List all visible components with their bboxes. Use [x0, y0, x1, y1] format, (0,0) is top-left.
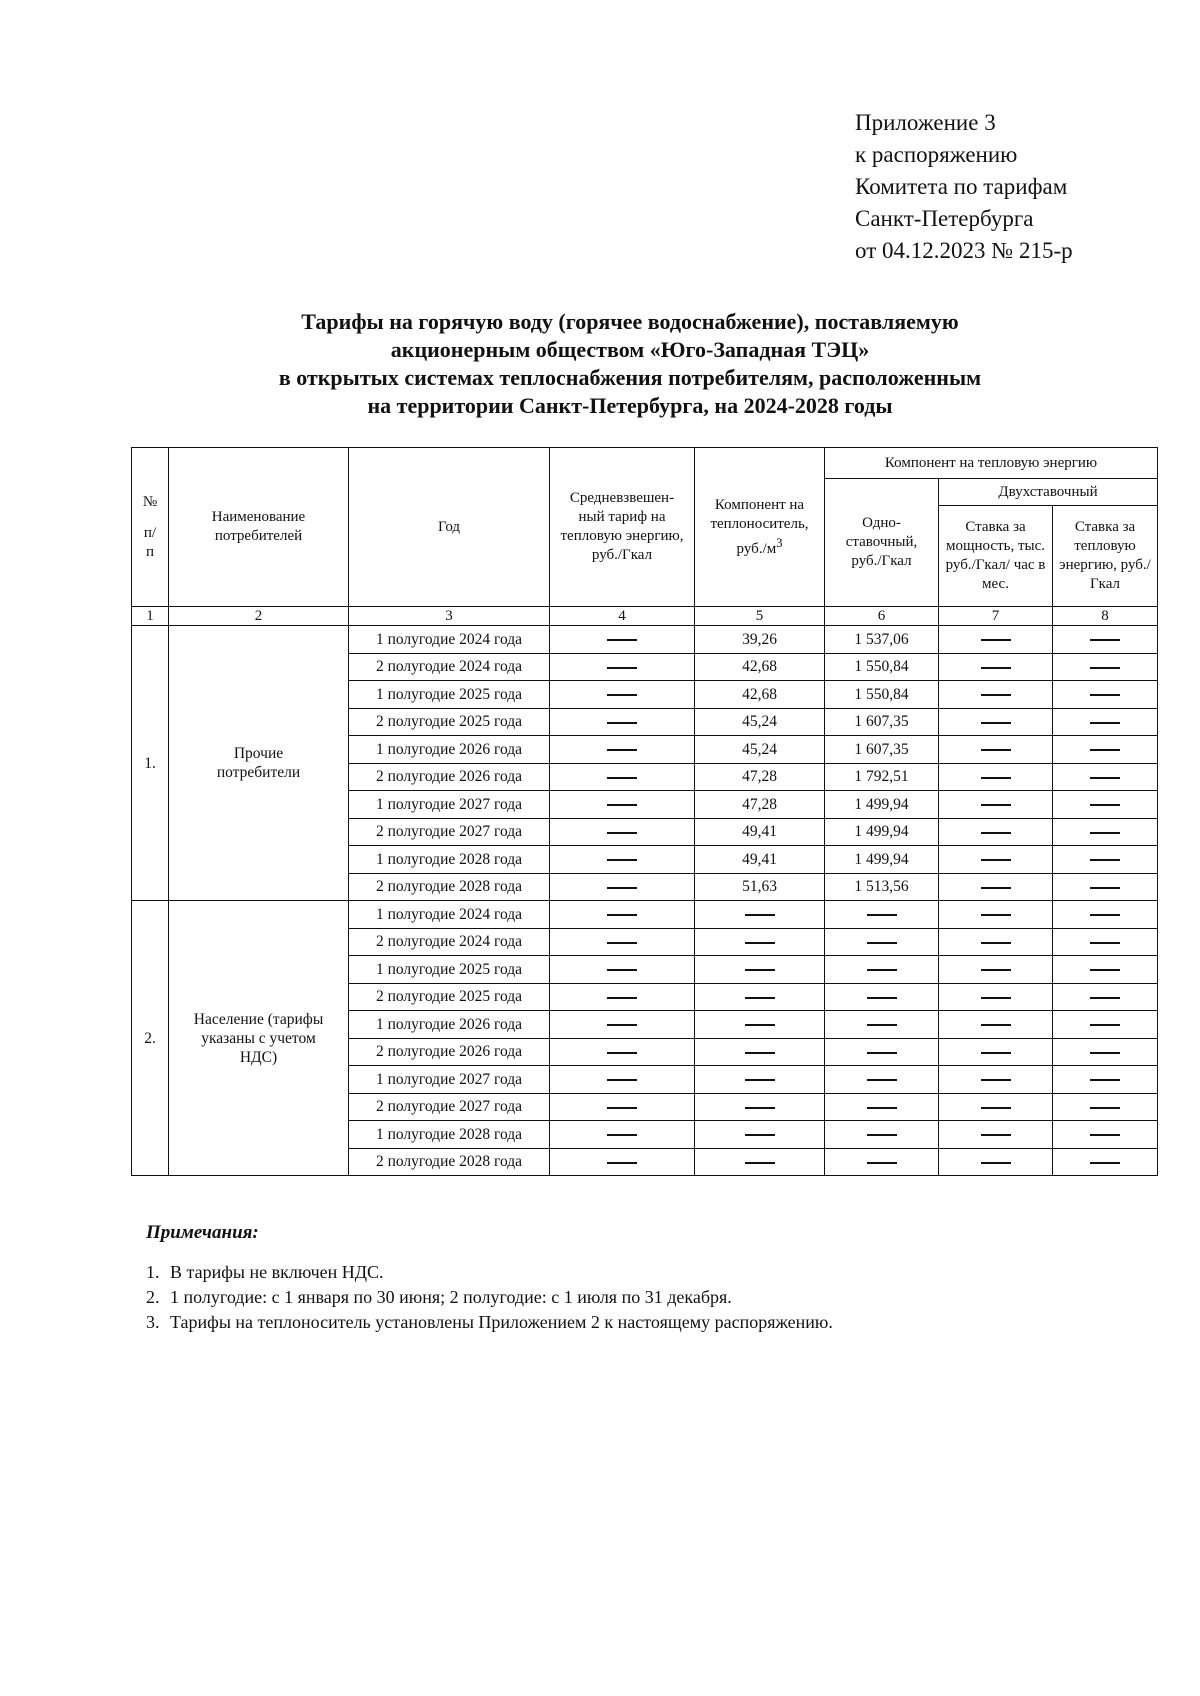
- dash-mark: [745, 942, 775, 944]
- dash-mark: [607, 997, 637, 999]
- empty-value-cell: [695, 1148, 825, 1176]
- empty-value-cell: [1053, 901, 1158, 929]
- empty-value-cell: [939, 956, 1053, 984]
- dash-mark: [981, 914, 1011, 916]
- column-numbers-row: [132, 607, 1158, 626]
- dash-mark: [981, 969, 1011, 971]
- empty-value-cell: [1053, 1038, 1158, 1066]
- dash-mark: [981, 694, 1011, 696]
- coolant-value-cell: 42,68: [695, 681, 825, 709]
- header-avg-tariff: Средневзвешен-ный тариф на тепловую энергию, руб./Гкал: [550, 448, 695, 607]
- empty-value-cell: [1053, 846, 1158, 874]
- column-number: 8: [1053, 607, 1158, 626]
- coolant-value-cell: 51,63: [695, 873, 825, 901]
- dash-mark: [867, 1024, 897, 1026]
- appendix-line: Приложение 3: [855, 110, 996, 135]
- single-value-cell: 1 499,94: [825, 791, 939, 819]
- dash-mark: [981, 859, 1011, 861]
- dash-mark: [607, 777, 637, 779]
- empty-value-cell: [939, 708, 1053, 736]
- period-cell: 2 полугодие 2026 года: [349, 763, 550, 791]
- single-value-cell: 1 499,94: [825, 818, 939, 846]
- dash-mark: [981, 1162, 1011, 1164]
- empty-value-cell: [825, 1121, 939, 1149]
- period-cell: 2 полугодие 2027 года: [349, 1093, 550, 1121]
- appendix-line: Санкт-Петербурга: [855, 206, 1034, 231]
- dash-mark: [981, 942, 1011, 944]
- period-cell: 1 полугодие 2024 года: [349, 901, 550, 929]
- period-cell: 1 полугодие 2026 года: [349, 1011, 550, 1039]
- dash-mark: [1090, 969, 1120, 971]
- dash-mark: [1090, 749, 1120, 751]
- empty-value-cell: [825, 1066, 939, 1094]
- empty-value-cell: [550, 818, 695, 846]
- dash-mark: [607, 722, 637, 724]
- dash-mark: [607, 859, 637, 861]
- period-cell: 1 полугодие 2024 года: [349, 626, 550, 654]
- coolant-value-cell: 45,24: [695, 708, 825, 736]
- dash-mark: [981, 832, 1011, 834]
- period-cell: 1 полугодие 2027 года: [349, 1066, 550, 1094]
- dash-mark: [1090, 1162, 1120, 1164]
- dash-mark: [745, 1107, 775, 1109]
- dash-mark: [981, 1079, 1011, 1081]
- header-year: Год: [349, 448, 550, 607]
- dash-mark: [1090, 1134, 1120, 1136]
- notes-list: [146, 1260, 833, 1335]
- dash-mark: [867, 1162, 897, 1164]
- dash-mark: [607, 749, 637, 751]
- dash-mark: [867, 942, 897, 944]
- dash-mark: [745, 1134, 775, 1136]
- coolant-value-cell: 49,41: [695, 846, 825, 874]
- period-cell: 2 полугодие 2024 года: [349, 653, 550, 681]
- empty-value-cell: [825, 1011, 939, 1039]
- dash-mark: [607, 942, 637, 944]
- coolant-value-cell: 45,24: [695, 736, 825, 764]
- document-title: [130, 308, 1130, 420]
- empty-value-cell: [1053, 983, 1158, 1011]
- column-number: 6: [825, 607, 939, 626]
- period-cell: 1 полугодие 2027 года: [349, 791, 550, 819]
- dash-mark: [1090, 667, 1120, 669]
- dash-mark: [1090, 1024, 1120, 1026]
- group-number: 2.: [132, 901, 169, 1176]
- dash-mark: [1090, 914, 1120, 916]
- note-item: 3. Тарифы на теплоноситель установлены Приложением 2 к настоящему распоряжению.: [146, 1312, 833, 1332]
- dash-mark: [1090, 859, 1120, 861]
- dash-mark: [1090, 832, 1120, 834]
- empty-value-cell: [550, 1011, 695, 1039]
- empty-value-cell: [550, 708, 695, 736]
- period-cell: 1 полугодие 2028 года: [349, 846, 550, 874]
- empty-value-cell: [550, 956, 695, 984]
- empty-value-cell: [695, 928, 825, 956]
- dash-mark: [607, 667, 637, 669]
- dash-mark: [607, 639, 637, 641]
- empty-value-cell: [1053, 736, 1158, 764]
- empty-value-cell: [939, 818, 1053, 846]
- dash-mark: [981, 1134, 1011, 1136]
- empty-value-cell: [550, 681, 695, 709]
- dash-mark: [1090, 942, 1120, 944]
- appendix-line: Комитета по тарифам: [855, 174, 1068, 199]
- dash-mark: [607, 832, 637, 834]
- dash-mark: [1090, 694, 1120, 696]
- empty-value-cell: [939, 1038, 1053, 1066]
- table-body: [132, 626, 1158, 1176]
- empty-value-cell: [550, 626, 695, 654]
- empty-value-cell: [550, 901, 695, 929]
- empty-value-cell: [695, 1121, 825, 1149]
- empty-value-cell: [550, 1038, 695, 1066]
- coolant-value-cell: 47,28: [695, 791, 825, 819]
- period-cell: 2 полугодие 2025 года: [349, 983, 550, 1011]
- period-cell: 1 полугодие 2028 года: [349, 1121, 550, 1149]
- empty-value-cell: [550, 736, 695, 764]
- empty-value-cell: [939, 653, 1053, 681]
- empty-value-cell: [695, 901, 825, 929]
- dash-mark: [607, 1079, 637, 1081]
- dash-mark: [981, 1052, 1011, 1054]
- empty-value-cell: [1053, 653, 1158, 681]
- dash-mark: [1090, 1052, 1120, 1054]
- empty-value-cell: [939, 1011, 1053, 1039]
- empty-value-cell: [1053, 763, 1158, 791]
- empty-value-cell: [939, 763, 1053, 791]
- dash-mark: [1090, 887, 1120, 889]
- empty-value-cell: [825, 1038, 939, 1066]
- empty-value-cell: [939, 1148, 1053, 1176]
- coolant-value-cell: 39,26: [695, 626, 825, 654]
- header-consumer: Наименование потребителей: [169, 448, 349, 607]
- dash-mark: [981, 667, 1011, 669]
- dash-mark: [607, 694, 637, 696]
- dash-mark: [1090, 804, 1120, 806]
- dash-mark: [745, 914, 775, 916]
- dash-mark: [1090, 997, 1120, 999]
- dash-mark: [607, 1162, 637, 1164]
- dash-mark: [867, 997, 897, 999]
- dash-mark: [981, 887, 1011, 889]
- dash-mark: [981, 804, 1011, 806]
- empty-value-cell: [1053, 956, 1158, 984]
- empty-value-cell: [550, 928, 695, 956]
- dash-mark: [981, 777, 1011, 779]
- empty-value-cell: [695, 956, 825, 984]
- dash-mark: [1090, 1107, 1120, 1109]
- dash-mark: [981, 997, 1011, 999]
- period-cell: 2 полугодие 2028 года: [349, 1148, 550, 1176]
- dash-mark: [607, 1134, 637, 1136]
- empty-value-cell: [695, 1093, 825, 1121]
- dash-mark: [867, 914, 897, 916]
- dash-mark: [1090, 722, 1120, 724]
- dash-mark: [867, 969, 897, 971]
- group-name: Прочие потребители: [169, 626, 349, 901]
- empty-value-cell: [1053, 873, 1158, 901]
- empty-value-cell: [1053, 1148, 1158, 1176]
- empty-value-cell: [1053, 1066, 1158, 1094]
- column-number: 5: [695, 607, 825, 626]
- empty-value-cell: [939, 626, 1053, 654]
- dash-mark: [981, 722, 1011, 724]
- appendix-line: к распоряжению: [855, 142, 1018, 167]
- column-number: 7: [939, 607, 1053, 626]
- header-capacity-rate: Ставка за мощность, тыс. руб./Гкал/ час в мес.: [939, 506, 1053, 607]
- header-coolant: Компонент на теплоноситель, $руб./м^3$: [695, 448, 825, 607]
- tariffs-table: [131, 447, 1158, 1176]
- empty-value-cell: [1053, 818, 1158, 846]
- empty-value-cell: [695, 983, 825, 1011]
- dash-mark: [607, 969, 637, 971]
- dash-mark: [607, 804, 637, 806]
- single-value-cell: 1 607,35: [825, 708, 939, 736]
- period-cell: 2 полугодие 2026 года: [349, 1038, 550, 1066]
- coolant-value-cell: 49,41: [695, 818, 825, 846]
- dash-mark: [1090, 1079, 1120, 1081]
- empty-value-cell: [550, 1121, 695, 1149]
- appendix-line: от 04.12.2023 № 215-р: [855, 238, 1073, 263]
- empty-value-cell: [939, 983, 1053, 1011]
- empty-value-cell: [695, 1011, 825, 1039]
- dash-mark: [981, 1024, 1011, 1026]
- table-row: [132, 901, 1158, 929]
- column-number: 2: [169, 607, 349, 626]
- dash-mark: [745, 1052, 775, 1054]
- notes-title: Примечания:: [146, 1222, 259, 1243]
- dash-mark: [607, 1024, 637, 1026]
- period-cell: 2 полугодие 2024 года: [349, 928, 550, 956]
- empty-value-cell: [939, 1121, 1053, 1149]
- header-num: № п/ п: [132, 448, 169, 607]
- dash-mark: [981, 749, 1011, 751]
- empty-value-cell: [550, 983, 695, 1011]
- single-value-cell: 1 499,94: [825, 846, 939, 874]
- empty-value-cell: [1053, 791, 1158, 819]
- group-name: Население (тарифы указаны с учетом НДС): [169, 901, 349, 1176]
- empty-value-cell: [939, 901, 1053, 929]
- dash-mark: [867, 1134, 897, 1136]
- header-heat-component: Компонент на тепловую энергию: [825, 448, 1158, 479]
- single-value-cell: 1 550,84: [825, 681, 939, 709]
- empty-value-cell: [550, 791, 695, 819]
- empty-value-cell: [550, 873, 695, 901]
- dash-mark: [745, 997, 775, 999]
- empty-value-cell: [939, 1093, 1053, 1121]
- empty-value-cell: [939, 791, 1053, 819]
- period-cell: 1 полугодие 2025 года: [349, 956, 550, 984]
- single-value-cell: 1 607,35: [825, 736, 939, 764]
- single-value-cell: 1 550,84: [825, 653, 939, 681]
- empty-value-cell: [1053, 681, 1158, 709]
- single-value-cell: 1 537,06: [825, 626, 939, 654]
- single-value-cell: 1 513,56: [825, 873, 939, 901]
- empty-value-cell: [939, 736, 1053, 764]
- empty-value-cell: [550, 846, 695, 874]
- dash-mark: [745, 1024, 775, 1026]
- empty-value-cell: [825, 956, 939, 984]
- single-value-cell: 1 792,51: [825, 763, 939, 791]
- empty-value-cell: [939, 846, 1053, 874]
- empty-value-cell: [939, 928, 1053, 956]
- period-cell: 2 полугодие 2027 года: [349, 818, 550, 846]
- dash-mark: [1090, 639, 1120, 641]
- empty-value-cell: [939, 873, 1053, 901]
- column-number: 4: [550, 607, 695, 626]
- period-cell: 2 полугодие 2028 года: [349, 873, 550, 901]
- column-number: 1: [132, 607, 169, 626]
- dash-mark: [981, 639, 1011, 641]
- empty-value-cell: [550, 1148, 695, 1176]
- dash-mark: [745, 1079, 775, 1081]
- period-cell: 1 полугодие 2025 года: [349, 681, 550, 709]
- dash-mark: [981, 1107, 1011, 1109]
- empty-value-cell: [1053, 1093, 1158, 1121]
- column-number: 3: [349, 607, 550, 626]
- header-two-rate: Двухставочный: [939, 479, 1158, 506]
- dash-mark: [1090, 777, 1120, 779]
- title-line: Тарифы на горячую воду (горячее водоснабжение), поставляемую: [301, 309, 959, 334]
- empty-value-cell: [550, 1066, 695, 1094]
- dash-mark: [867, 1079, 897, 1081]
- dash-mark: [607, 1107, 637, 1109]
- empty-value-cell: [550, 1093, 695, 1121]
- empty-value-cell: [1053, 928, 1158, 956]
- dash-mark: [607, 887, 637, 889]
- dash-mark: [607, 914, 637, 916]
- empty-value-cell: [1053, 626, 1158, 654]
- empty-value-cell: [939, 1066, 1053, 1094]
- header-single-rate: Одно-ставочный, руб./Гкал: [825, 479, 939, 607]
- empty-value-cell: [825, 1148, 939, 1176]
- empty-value-cell: [1053, 1121, 1158, 1149]
- group-number: 1.: [132, 626, 169, 901]
- dash-mark: [607, 1052, 637, 1054]
- empty-value-cell: [1053, 708, 1158, 736]
- dash-mark: [745, 969, 775, 971]
- empty-value-cell: [825, 901, 939, 929]
- table-row: [132, 626, 1158, 654]
- note-item: 1. В тарифы не включен НДС.: [146, 1262, 384, 1282]
- empty-value-cell: [550, 763, 695, 791]
- title-line: акционерным обществом «Юго-Западная ТЭЦ»: [390, 337, 870, 362]
- empty-value-cell: [825, 983, 939, 1011]
- dash-mark: [867, 1052, 897, 1054]
- title-line: на территории Санкт-Петербурга, на 2024-2028 годы: [367, 393, 893, 418]
- empty-value-cell: [825, 928, 939, 956]
- coolant-value-cell: 42,68: [695, 653, 825, 681]
- empty-value-cell: [1053, 1011, 1158, 1039]
- dash-mark: [745, 1162, 775, 1164]
- appendix-header: [855, 107, 1073, 267]
- note-item: 2. 1 полугодие: с 1 января по 30 июня; 2 полугодие: с 1 июля по 31 декабря.: [146, 1287, 732, 1307]
- header-energy-rate: Ставка за тепловую энергию, руб./Гкал: [1053, 506, 1158, 607]
- empty-value-cell: [825, 1093, 939, 1121]
- empty-value-cell: [695, 1066, 825, 1094]
- coolant-value-cell: 47,28: [695, 763, 825, 791]
- empty-value-cell: [550, 653, 695, 681]
- period-cell: 2 полугодие 2025 года: [349, 708, 550, 736]
- title-line: в открытых системах теплоснабжения потребителям, расположенным: [278, 365, 982, 390]
- period-cell: 1 полугодие 2026 года: [349, 736, 550, 764]
- dash-mark: [867, 1107, 897, 1109]
- empty-value-cell: [695, 1038, 825, 1066]
- empty-value-cell: [939, 681, 1053, 709]
